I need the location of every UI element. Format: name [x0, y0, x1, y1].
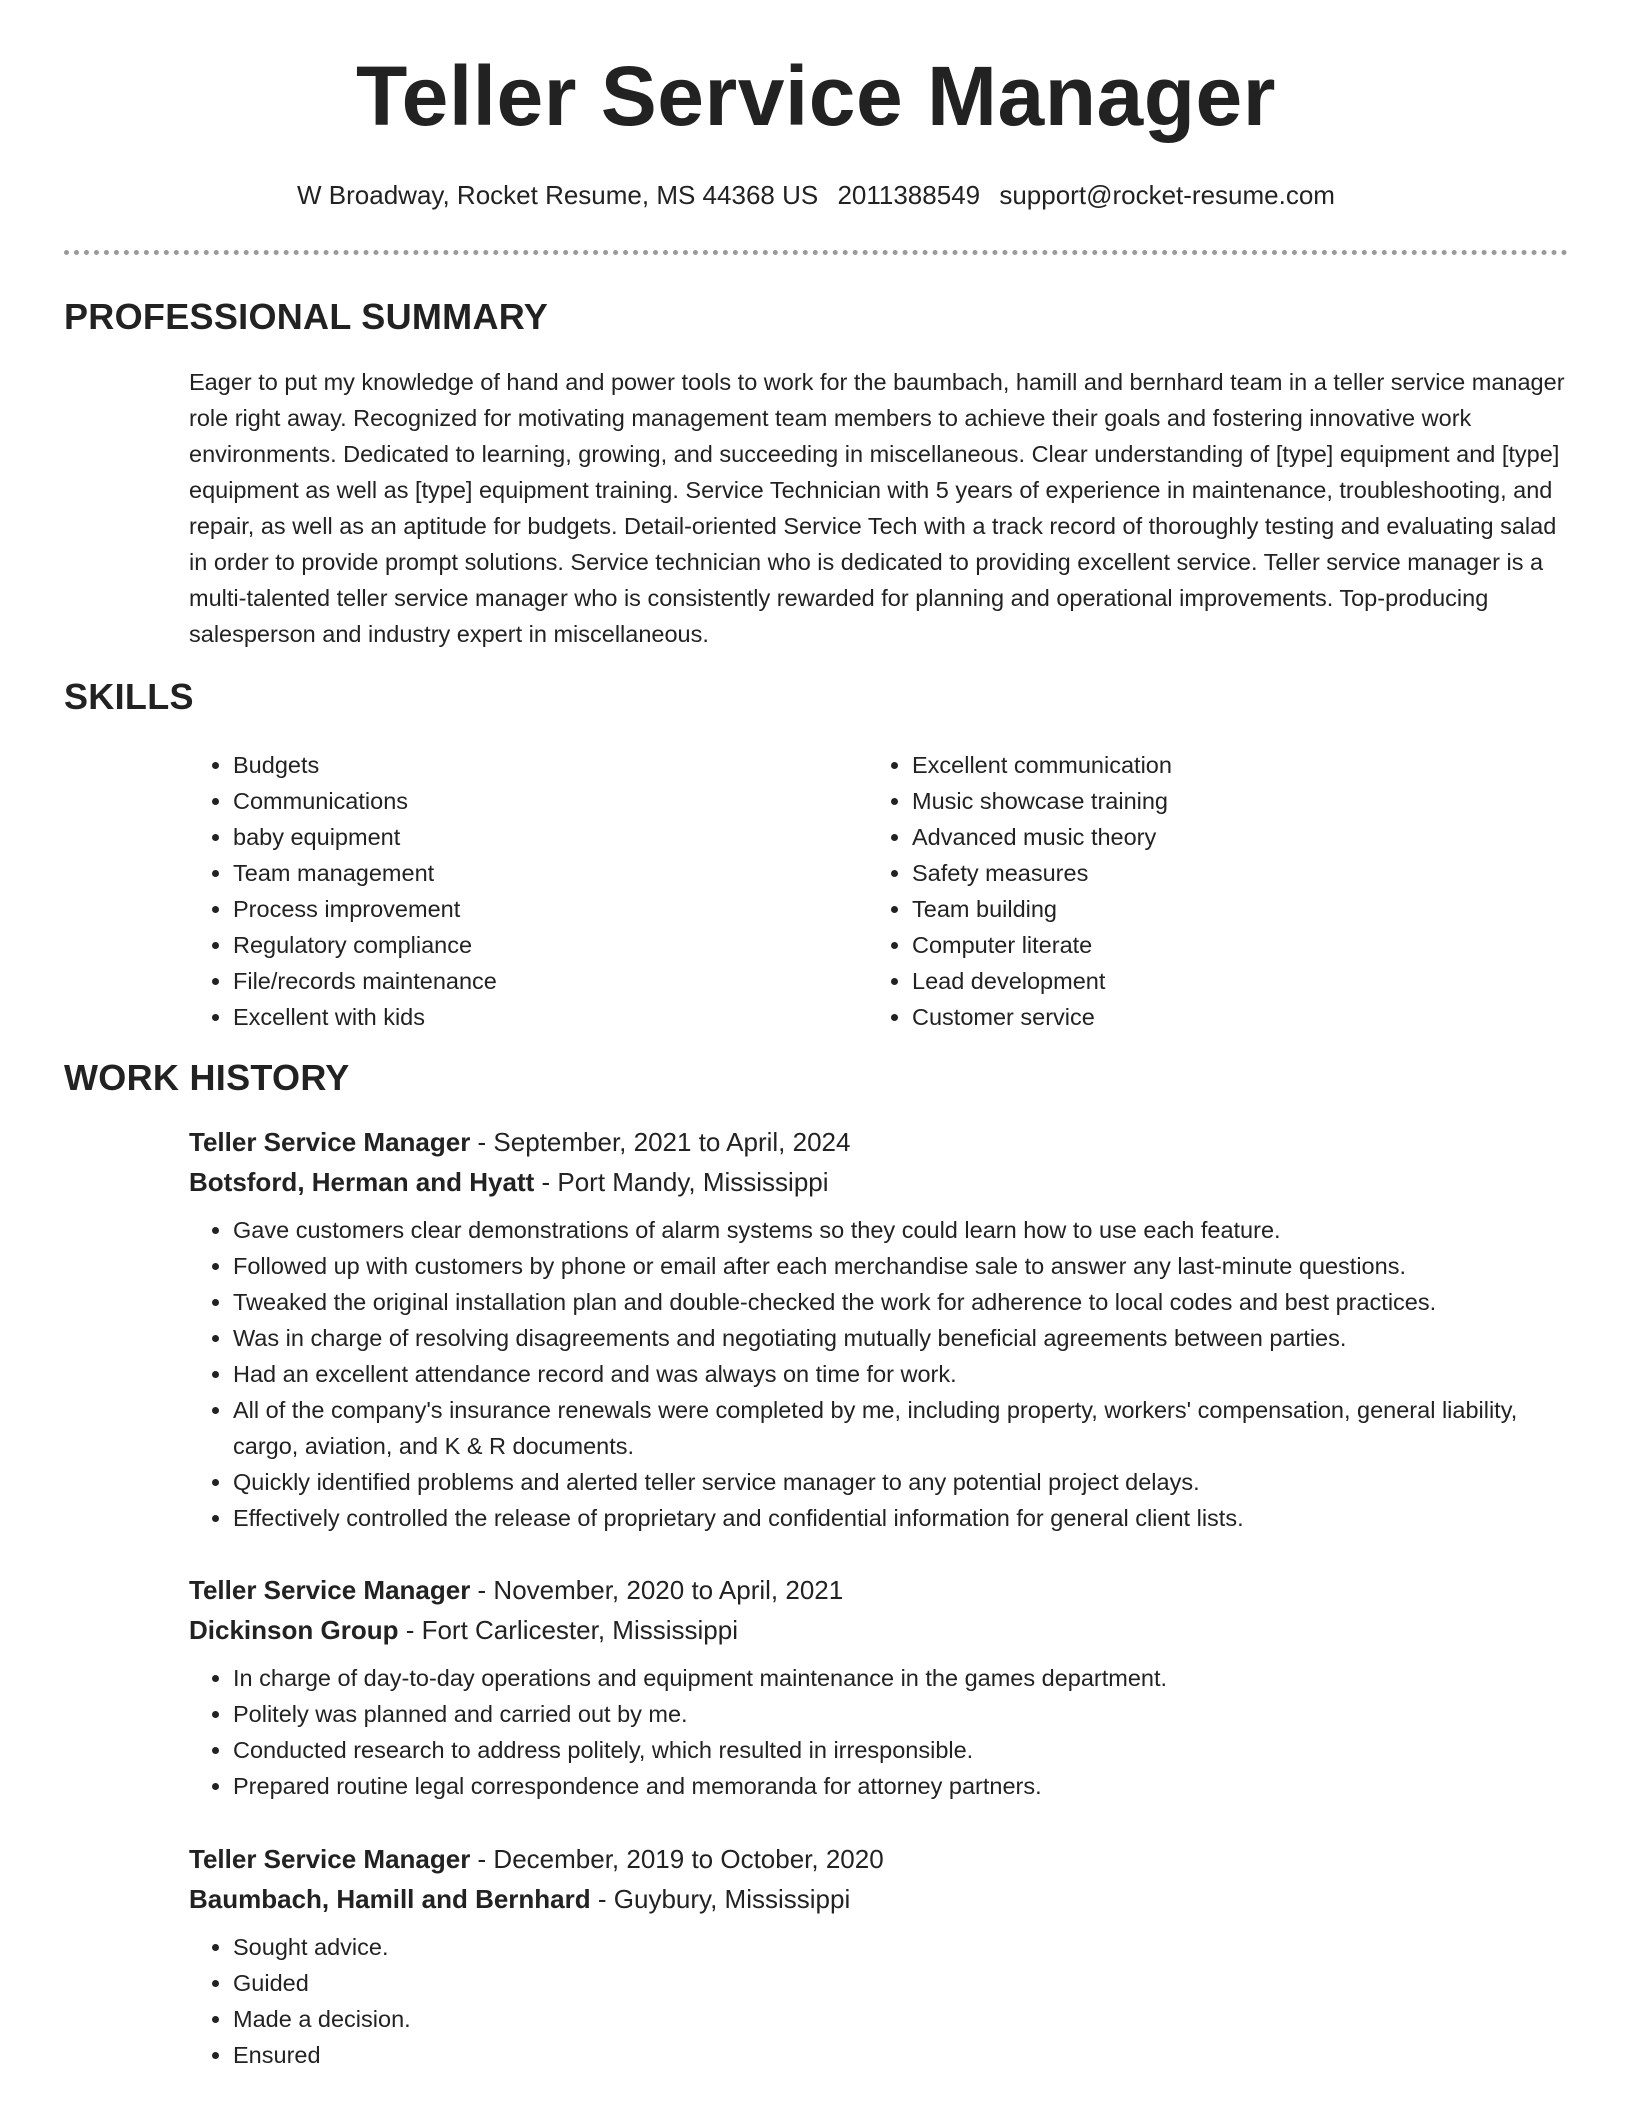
- job-bullet: • Conducted research to address politely, which resulted in irresponsible.: [233, 1732, 1569, 1768]
- job-location: - Port Mandy, Mississippi: [534, 1167, 829, 1197]
- job-bullets: [189, 1929, 1569, 2073]
- job-bullet: • Quickly identified problems and alerted teller service manager to any potential project delays.: [233, 1464, 1569, 1500]
- skill-item: • Regulatory compliance: [233, 927, 497, 963]
- contact-phone: 2011388549: [837, 180, 981, 210]
- job-bullets: [189, 1212, 1569, 1536]
- skill-item: • Excellent with kids: [233, 999, 497, 1035]
- job-bullet: • Sought advice.: [233, 1929, 1569, 1965]
- header-divider: [64, 250, 1568, 255]
- job-bullet: • Ensured: [233, 2037, 1569, 2073]
- skill-item: • Process improvement: [233, 891, 497, 927]
- skills-column-right: [868, 747, 1172, 1035]
- job-bullets: [189, 1660, 1569, 1804]
- contact-address: W Broadway, Rocket Resume, MS 44368 US: [297, 180, 819, 210]
- skill-item: • Music showcase training: [912, 783, 1172, 819]
- skill-item: • Customer service: [912, 999, 1172, 1035]
- job-entry: [189, 1570, 1569, 1804]
- job-company: Dickinson Group: [189, 1615, 399, 1645]
- summary-text: Eager to put my knowledge of hand and power tools to work for the baumbach, hamill and bernhard team in a teller service manager role right away. Recognized for motivating management team members to achieve their goals and fostering innovative work environments. Dedicated to learning, growing, and succeeding in miscellaneous. Clear understanding of [type] equipment and [type] equipment as well as [type] equipment training. Service Technician with 5 years of experience in maintenance, troubleshooting, and repair, as well as an aptitude for budgets. Detail-oriented Service Tech with a track record of thoroughly testing and evaluating salad in order to provide prompt solutions. Service technician who is dedicated to providing excellent service. Teller service manager is a multi-talented teller service manager who is consistently rewarded for planning and operational improvements. Top-producing salesperson and industry expert in miscellaneous.: [189, 369, 1565, 647]
- job-role: Teller Service Manager: [189, 1127, 471, 1157]
- skill-item: • Team building: [912, 891, 1172, 927]
- job-bullet: • Had an excellent attendance record and was always on time for work.: [233, 1356, 1569, 1392]
- job-bullet: • Tweaked the original installation plan and double-checked the work for adherence to local codes and best practices.: [233, 1284, 1569, 1320]
- skill-item: • baby equipment: [233, 819, 497, 855]
- job-company-line: [189, 1162, 1569, 1202]
- summary-heading: PROFESSIONAL SUMMARY: [64, 296, 549, 337]
- job-company-line: [189, 1610, 1569, 1650]
- job-entry: [189, 1122, 1569, 1536]
- job-dates: - September, 2021 to April, 2024: [470, 1127, 851, 1157]
- job-title-line: [189, 1839, 1569, 1879]
- job-role: Teller Service Manager: [189, 1844, 471, 1874]
- job-company-line: [189, 1879, 1569, 1919]
- skill-item: • File/records maintenance: [233, 963, 497, 999]
- skill-item: • Budgets: [233, 747, 497, 783]
- job-bullet: • Gave customers clear demonstrations of alarm systems so they could learn how to use each feature.: [233, 1212, 1569, 1248]
- contact-email: support@rocket-resume.com: [999, 180, 1335, 210]
- skills-heading: SKILLS: [64, 676, 194, 717]
- work-history-heading: WORK HISTORY: [64, 1057, 350, 1098]
- job-entry: [189, 1839, 1569, 2073]
- skill-item: • Lead development: [912, 963, 1172, 999]
- job-company: Botsford, Herman and Hyatt: [189, 1167, 535, 1197]
- job-bullet: • Guided: [233, 1965, 1569, 2001]
- job-bullet: • Prepared routine legal correspondence and memoranda for attorney partners.: [233, 1768, 1569, 1804]
- skill-item: • Communications: [233, 783, 497, 819]
- skill-item: • Safety measures: [912, 855, 1172, 891]
- skills-column-left: [189, 747, 497, 1035]
- job-location: - Fort Carlicester, Mississippi: [398, 1615, 738, 1645]
- contact-line: [0, 180, 1632, 211]
- job-bullet: • Made a decision.: [233, 2001, 1569, 2037]
- job-dates: - December, 2019 to October, 2020: [470, 1844, 884, 1874]
- job-bullet: • In charge of day-to-day operations and equipment maintenance in the games department.: [233, 1660, 1569, 1696]
- skill-item: • Team management: [233, 855, 497, 891]
- job-role: Teller Service Manager: [189, 1575, 471, 1605]
- resume-name: Teller Service Manager: [356, 49, 1276, 143]
- job-bullet: • Effectively controlled the release of proprietary and confidential information for general client lists.: [233, 1500, 1569, 1536]
- job-company: Baumbach, Hamill and Bernhard: [189, 1884, 591, 1914]
- job-bullet: • All of the company's insurance renewals were completed by me, including property, workers' compensation, general liability, cargo, aviation, and K & R documents.: [233, 1392, 1569, 1464]
- skill-item: • Computer literate: [912, 927, 1172, 963]
- job-title-line: [189, 1570, 1569, 1610]
- job-bullet: • Politely was planned and carried out by me.: [233, 1696, 1569, 1732]
- skill-item: • Advanced music theory: [912, 819, 1172, 855]
- job-bullet: • Followed up with customers by phone or email after each merchandise sale to answer any last-minute questions.: [233, 1248, 1569, 1284]
- job-location: - Guybury, Mississippi: [590, 1884, 851, 1914]
- job-dates: - November, 2020 to April, 2021: [470, 1575, 844, 1605]
- skill-item: • Excellent communication: [912, 747, 1172, 783]
- job-bullet: • Was in charge of resolving disagreements and negotiating mutually beneficial agreements between parties.: [233, 1320, 1569, 1356]
- job-title-line: [189, 1122, 1569, 1162]
